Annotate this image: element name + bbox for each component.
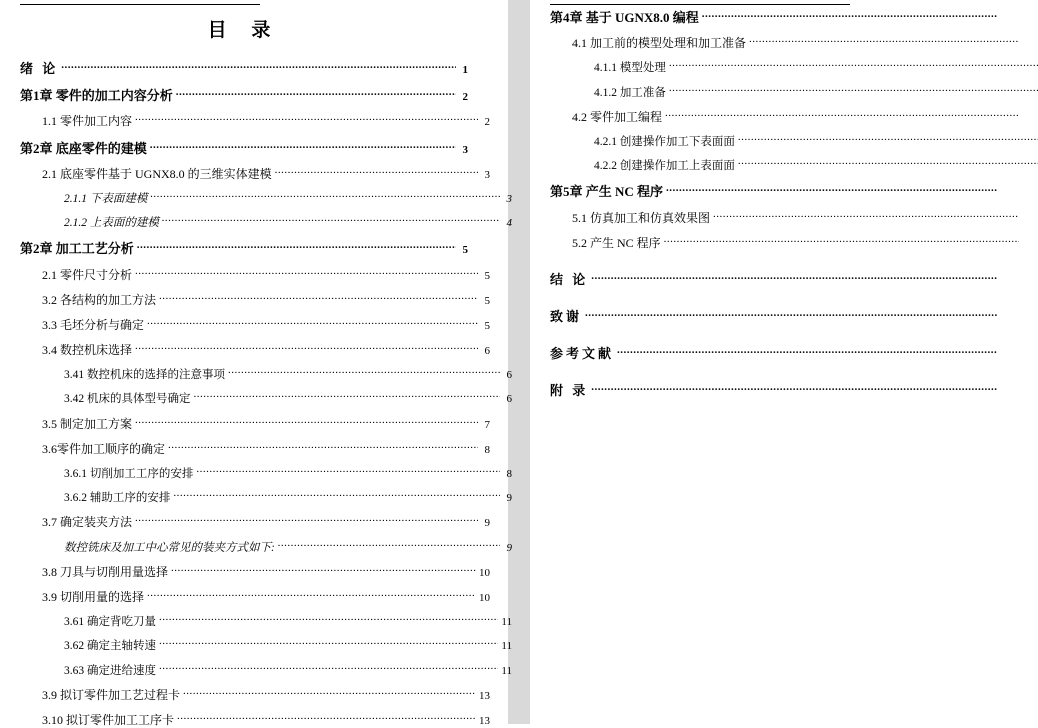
toc-page-number: 11: [501, 664, 512, 677]
toc-leader-dots: [228, 367, 500, 379]
toc-page-number: 3: [462, 143, 468, 156]
toc-leader-dots: [177, 712, 476, 724]
toc-leader-dots: [159, 614, 498, 626]
toc-leader-dots: [666, 183, 997, 196]
toc-entry[interactable]: [572, 34, 1020, 51]
toc-leader-dots: [135, 514, 478, 526]
toc-leader-dots: [159, 662, 498, 674]
toc-entry-label: 第2章 加工工艺分析: [20, 241, 134, 257]
toc-entry-label: 4.1.1 模型处理: [594, 62, 666, 75]
toc-entry[interactable]: [42, 711, 490, 728]
toc-entry-label: 3.5 制定加工方案: [42, 416, 133, 431]
toc-page-number: 9: [506, 492, 512, 505]
toc-entry-label: 绪 论: [20, 61, 59, 76]
toc-entry[interactable]: [42, 266, 490, 283]
toc-leader-dots: [591, 271, 997, 284]
toc-leader-dots: [61, 60, 456, 73]
toc-entry[interactable]: [64, 489, 512, 505]
toc-entry-label: 参考文献: [550, 346, 615, 362]
toc-entry[interactable]: [550, 306, 998, 325]
toc-entry-label: 3.8 刀具与切削用量选择: [42, 564, 169, 579]
toc-entry-label: 第2章 底座零件的建模: [20, 140, 147, 156]
toc-leader-dots: [275, 166, 478, 178]
toc-right-entries: [550, 7, 998, 399]
toc-entry[interactable]: [550, 269, 998, 288]
toc-page-number: 7: [484, 418, 490, 431]
toc-entry-label: 1.1 零件加工内容: [42, 114, 133, 129]
toc-page-number: 4: [506, 217, 512, 230]
toc-entry-label: 4.1 加工前的模型处理和加工准备: [572, 36, 747, 51]
toc-entry[interactable]: [572, 108, 1020, 125]
toc-leader-dots: [147, 589, 476, 601]
toc-entry-label: 致谢: [550, 309, 583, 325]
toc-entry-label: 5.2 产生 NC 程序: [572, 235, 661, 250]
toc-entry[interactable]: [42, 563, 490, 580]
toc-entry[interactable]: [42, 165, 490, 182]
toc-page-number: 9: [484, 517, 490, 530]
toc-section-spacer: [550, 259, 998, 269]
toc-leader-dots: [135, 416, 478, 428]
toc-right-column: [530, 0, 1038, 724]
toc-page-number: 5: [484, 294, 490, 307]
toc-entry-label: 2.1 零件尺寸分析: [42, 267, 133, 282]
toc-entry[interactable]: [550, 380, 998, 399]
toc-entry[interactable]: [550, 181, 998, 200]
toc-leader-dots: [135, 342, 478, 354]
toc-entry-label: 3.10 拟订零件加工工序卡: [42, 712, 175, 727]
toc-entry[interactable]: [42, 440, 490, 457]
toc-leader-dots: [150, 190, 500, 202]
toc-left-entries: [20, 58, 512, 728]
toc-leader-dots: [171, 564, 476, 576]
toc-entry[interactable]: [594, 157, 1038, 173]
toc-entry[interactable]: [550, 7, 998, 26]
toc-page-number: 13: [479, 714, 490, 727]
toc-page-number: 6: [484, 345, 490, 358]
toc-leader-dots: [738, 133, 1038, 145]
toc-entry[interactable]: [42, 341, 490, 358]
toc-page-number: 5: [484, 319, 490, 332]
toc-page-number: 2: [462, 91, 468, 104]
toc-leader-dots: [664, 235, 1019, 247]
toc-entry[interactable]: [64, 465, 512, 481]
toc-leader-dots: [147, 317, 478, 329]
toc-page-number: 5: [484, 269, 490, 282]
toc-entry-label: 4.2 零件加工编程: [572, 109, 663, 124]
toc-leader-dots: [738, 158, 1038, 170]
toc-leader-dots: [176, 87, 456, 100]
toc-entry[interactable]: [64, 190, 512, 206]
toc-entry-label: 3.9 拟订零件加工艺过程卡: [42, 687, 181, 702]
toc-entry[interactable]: [42, 291, 490, 308]
toc-entry[interactable]: [64, 539, 512, 555]
toc-entry[interactable]: [42, 415, 490, 432]
toc-page-number: 13: [479, 689, 490, 702]
toc-entry-label: 第5章 产生 NC 程序: [550, 184, 664, 200]
toc-entry[interactable]: [64, 662, 512, 678]
toc-leader-dots: [669, 60, 1038, 72]
toc-entry[interactable]: [594, 84, 1038, 100]
toc-page-number: 8: [484, 443, 490, 456]
toc-entry[interactable]: [594, 59, 1038, 75]
toc-leader-dots: [135, 267, 478, 279]
toc-entry[interactable]: [64, 637, 512, 653]
toc-section-spacer: [550, 296, 998, 306]
toc-page-number: 5: [462, 244, 468, 257]
toc-entry-label: 4.2.2 创建操作加工上表面面: [594, 160, 735, 173]
toc-entry-label: 3.41 数控机床的选择的注意事项: [64, 369, 225, 382]
toc-entry-label: 3.7 确定装夹方法: [42, 515, 133, 530]
toc-entry[interactable]: [572, 234, 1020, 251]
toc-entry-label: 3.4 数控机床选择: [42, 343, 133, 358]
toc-entry-label: 2.1 底座零件基于 UGNX8.0 的三维实体建模: [42, 166, 272, 181]
toc-section-spacer: [550, 370, 998, 380]
toc-entry-label: 2.1.2 上表面的建模: [64, 217, 159, 230]
toc-leader-dots: [278, 539, 500, 551]
toc-entry[interactable]: [42, 513, 490, 530]
toc-leader-dots: [713, 210, 1019, 222]
toc-entry[interactable]: [20, 85, 468, 104]
toc-entry[interactable]: [594, 133, 1038, 149]
toc-entry[interactable]: [42, 316, 490, 333]
toc-entry[interactable]: [42, 588, 490, 605]
toc-page-number: 3: [506, 192, 512, 205]
toc-leader-dots: [591, 382, 997, 395]
toc-page-number: 10: [479, 566, 490, 579]
toc-section-spacer: [550, 333, 998, 343]
toc-leader-dots: [194, 391, 501, 403]
toc-entry[interactable]: [550, 343, 998, 362]
toc-entry[interactable]: [64, 366, 512, 382]
toc-entry[interactable]: [20, 238, 468, 257]
toc-entry-label: 数控铣床及加工中心常见的装夹方式如下:: [64, 541, 275, 554]
toc-leader-dots: [159, 638, 498, 650]
toc-leader-dots: [665, 109, 1019, 121]
toc-entry-label: 5.1 仿真加工和仿真效果图: [572, 210, 711, 225]
toc-entry-label: 4.2.1 创建操作加工下表面面: [594, 135, 735, 148]
toc-entry-label: 3.62 确定主轴转速: [64, 640, 156, 653]
toc-entry[interactable]: [42, 686, 490, 703]
toc-page-number: 11: [501, 640, 512, 653]
toc-entry-label: 3.6零件加工顺序的确定: [42, 441, 166, 456]
toc-page-number: 6: [506, 393, 512, 406]
toc-entry-label: 3.2 各结构的加工方法: [42, 292, 157, 307]
toc-page-number: 2: [484, 116, 490, 129]
toc-leader-dots: [196, 466, 500, 478]
toc-entry[interactable]: [20, 138, 468, 157]
toc-page-number: 10: [479, 591, 490, 604]
toc-entry-label: 4.1.2 加工准备: [594, 86, 666, 99]
toc-leader-dots: [749, 35, 1019, 47]
toc-leader-dots: [150, 140, 456, 153]
toc-page-number: 8: [506, 468, 512, 480]
toc-page-number: 1: [462, 64, 468, 76]
toc-entry-label: 附 录: [550, 383, 589, 399]
toc-leader-dots: [135, 113, 478, 125]
toc-leader-dots: [183, 687, 476, 699]
toc-leader-dots: [173, 490, 500, 502]
toc-leader-dots: [617, 345, 997, 358]
toc-entry-label: 3.63 确定进给速度: [64, 664, 156, 677]
toc-entry-label: 3.9 切削用量的选择: [42, 589, 145, 604]
toc-page-number: 11: [501, 616, 512, 629]
toc-entry-label: 3.6.1 切削加工工序的安排: [64, 468, 194, 480]
toc-entry[interactable]: [64, 214, 512, 230]
toc-leader-dots: [585, 308, 997, 321]
toc-entry-label: 第4章 基于 UGNX8.0 编程: [550, 10, 699, 25]
toc-entry-label: 2.1.1 下表面建模: [64, 192, 148, 205]
toc-entry-label: 第1章 零件的加工内容分析: [20, 88, 173, 104]
toc-title: 目 录: [207, 20, 281, 41]
toc-page-number: 9: [506, 541, 512, 554]
toc-entry[interactable]: [42, 112, 490, 129]
toc-leader-dots: [702, 9, 997, 22]
left-header-rule: [20, 4, 260, 5]
toc-entry-label: 3.42 机床的具体型号确定: [64, 393, 191, 406]
toc-page-number: 3: [484, 168, 490, 181]
toc-entry[interactable]: [572, 209, 1020, 226]
toc-page-number: 6: [506, 369, 512, 382]
toc-entry[interactable]: [64, 390, 512, 406]
toc-leader-dots: [168, 441, 478, 453]
toc-left-column: [0, 0, 512, 727]
right-header-rule: [550, 4, 850, 5]
toc-entry-label: 3.6.2 辅助工序的安排: [64, 492, 171, 505]
toc-entry-label: 3.3 毛坯分析与确定: [42, 317, 145, 332]
toc-entry-label: 3.61 确定背吃刀量: [64, 616, 156, 629]
toc-leader-dots: [669, 84, 1038, 96]
toc-leader-dots: [137, 240, 456, 253]
toc-leader-dots: [159, 292, 478, 304]
toc-entry[interactable]: [20, 58, 468, 77]
toc-entry-label: 结 论: [550, 271, 589, 287]
toc-entry[interactable]: [64, 613, 512, 629]
toc-leader-dots: [162, 215, 500, 227]
